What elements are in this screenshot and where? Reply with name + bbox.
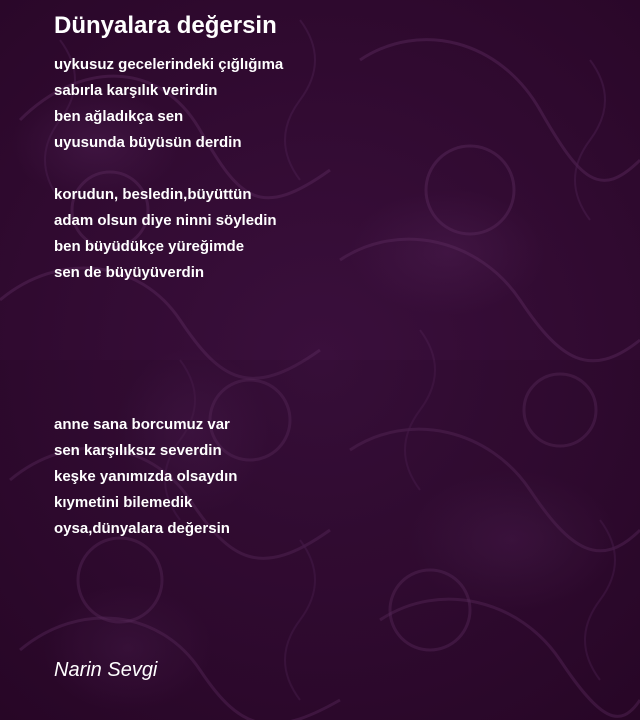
poem-line: adam olsun diye ninni söyledin bbox=[54, 212, 277, 229]
poem-line: sabırla karşılık verirdin bbox=[54, 82, 218, 99]
poem-line: anne sana borcumuz var bbox=[54, 416, 230, 433]
poem-stanza-2 bbox=[54, 182, 277, 286]
poem-line: uyusunda büyüsün derdin bbox=[54, 134, 242, 151]
poem-line: oysa,dünyalara değersin bbox=[54, 520, 230, 537]
poem-line: uykusuz gecelerindeki çığlığıma bbox=[54, 56, 284, 73]
poem-line: sen de büyüyüverdin bbox=[54, 264, 205, 281]
poem-title: Dünyalara değersin bbox=[54, 12, 277, 39]
poem-line: keşke yanımızda olsaydın bbox=[54, 468, 238, 485]
poem-line: ben büyüdükçe yüreğimde bbox=[54, 238, 245, 255]
poem-stanza-3 bbox=[54, 412, 237, 542]
poem-line: korudun, besledin,büyüttün bbox=[54, 186, 252, 203]
poem-line: sen karşılıksız severdin bbox=[54, 442, 222, 459]
poem-line: ben ağladıkça sen bbox=[54, 108, 184, 125]
poem-stanza-1 bbox=[54, 52, 283, 156]
poem-author: Narin Sevgi bbox=[54, 659, 158, 681]
poem-line: kıymetini bilemedik bbox=[54, 494, 193, 511]
